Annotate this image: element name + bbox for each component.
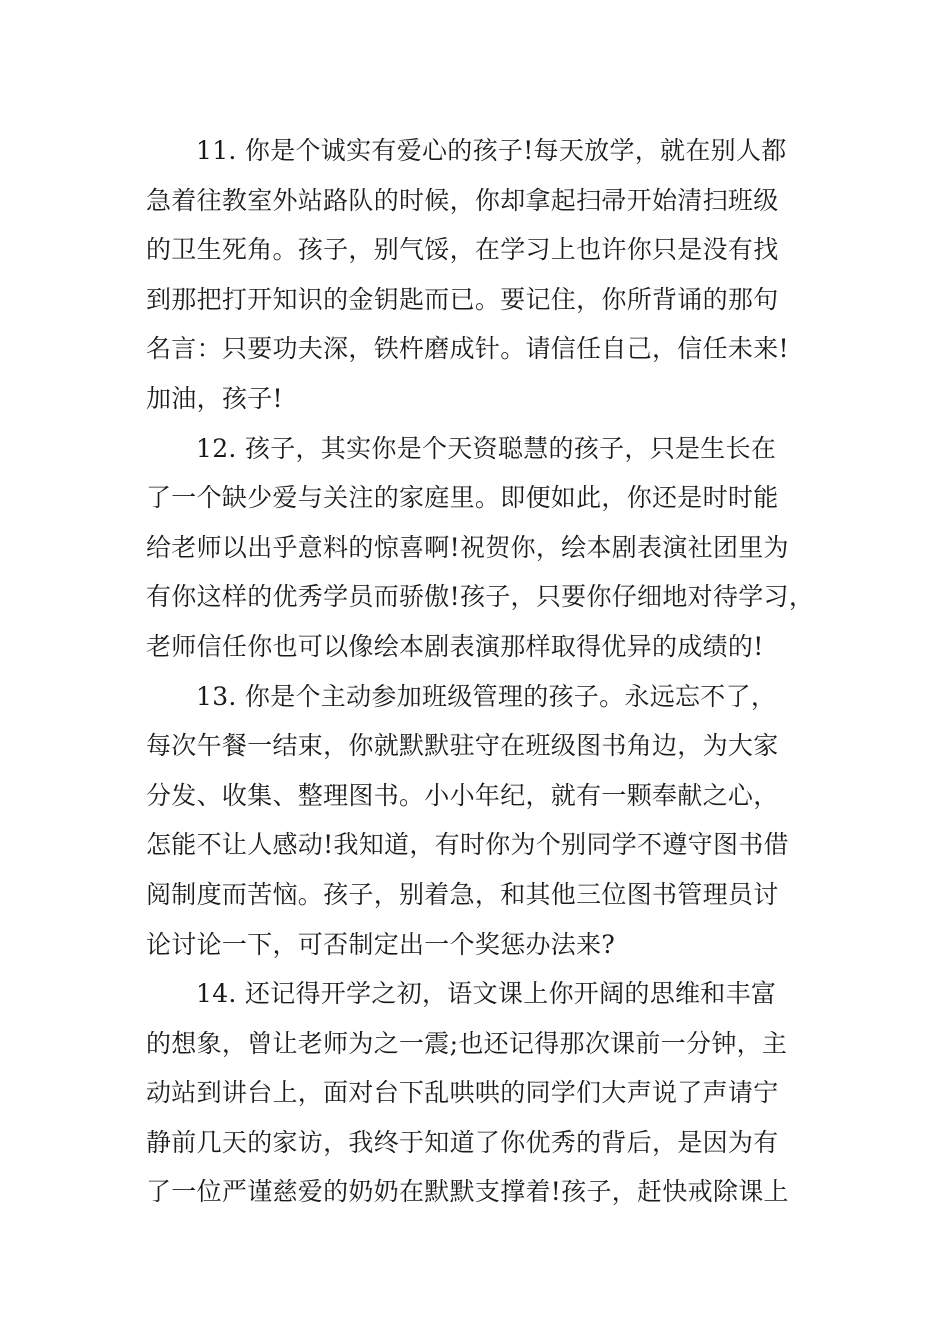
text-line: 的想象，曾让老师为之一震;也还记得那次课前一分钟，主 (146, 1028, 788, 1058)
paragraph-first-line: 13. 你是个主动参加班级管理的孩子。永远忘不了， (196, 681, 777, 711)
paragraph-first-line: 14. 还记得开学之初，语文课上你开阔的思维和丰富 (196, 979, 777, 1009)
text-line: 有你这样的优秀学员而骄傲!孩子，只要你仔细地对待学习， (146, 582, 815, 612)
text-line: 静前几天的家访，我终于知道了你优秀的背后，是因为有 (146, 1127, 779, 1157)
text-line: 名言：只要功夫深，铁杵磨成针。请信任自己，信任未来! (146, 334, 789, 364)
text-line: 加油，孩子! (146, 383, 283, 413)
paragraph-first-line: 12. 孩子，其实你是个天资聪慧的孩子，只是生长在 (196, 433, 777, 463)
paragraph-first-line: 11. 你是个诚实有爱心的孩子!每天放学，就在别人都 (196, 136, 787, 165)
text-line: 老师信任你也可以像绘本剧表演那样取得优异的成绩的! (146, 631, 764, 661)
text-line: 的卫生死角。孩子，别气馁，在学习上也许你只是没有找 (146, 235, 779, 265)
text-line: 怎能不让人感动!我知道，有时你为个别同学不遵守图书借 (146, 830, 789, 860)
text-line: 论讨论一下，可否制定出一个奖惩办法来? (146, 929, 616, 959)
text-line: 每次午餐一结束，你就默默驻守在班级图书角边，为大家 (146, 731, 779, 761)
text-line: 分发、收集、整理图书。小小年纪，就有一颗奉献之心， (146, 780, 779, 810)
comment-text-body (146, 126, 818, 1217)
text-line: 阅制度而苦恼。孩子，别着急，和其他三位图书管理员讨 (146, 879, 779, 909)
text-line: 动站到讲台上，面对台下乱哄哄的同学们大声说了声请宁 (146, 1078, 779, 1108)
text-line: 到那把打开知识的金钥匙而已。要记住，你所背诵的那句 (146, 284, 779, 314)
text-line: 急着往教室外站路队的时候，你却拿起扫帚开始清扫班级 (146, 185, 779, 215)
text-line: 了一个缺少爱与关注的家庭里。即便如此，你还是时时能 (146, 483, 779, 513)
text-line: 了一位严谨慈爱的奶奶在默默支撑着!孩子，赶快戒除课上 (146, 1177, 789, 1207)
text-line: 给老师以出乎意料的惊喜啊!祝贺你，绘本剧表演社团里为 (146, 532, 789, 562)
